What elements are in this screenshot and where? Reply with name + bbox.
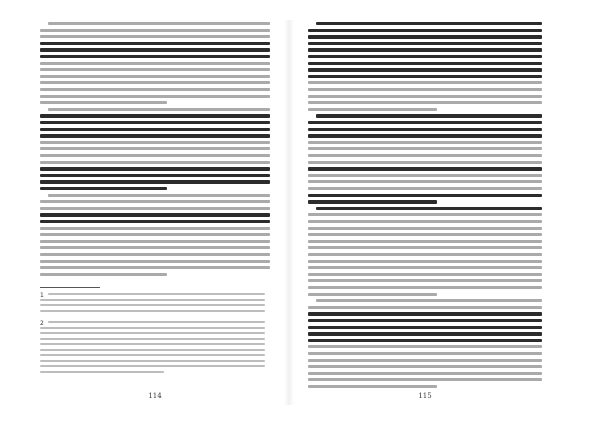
text-line xyxy=(308,319,542,322)
text-line xyxy=(308,352,542,355)
text-line xyxy=(308,81,542,84)
text-line xyxy=(308,220,542,223)
text-line xyxy=(308,42,542,45)
text-line xyxy=(40,48,270,51)
text-line xyxy=(40,246,270,249)
text-line xyxy=(308,385,437,388)
text-line xyxy=(308,266,542,269)
text-line xyxy=(40,253,270,256)
text-line xyxy=(308,29,542,32)
text-line xyxy=(40,62,270,65)
footnote-rule xyxy=(40,287,100,288)
text-line xyxy=(308,359,542,362)
text-line xyxy=(308,332,542,335)
text-line xyxy=(308,233,542,236)
footnote-line xyxy=(40,304,265,306)
text-line xyxy=(316,114,542,117)
text-line xyxy=(308,279,542,282)
text-line xyxy=(308,306,542,309)
footnote-line xyxy=(40,332,265,334)
footnote-marker: 2 xyxy=(40,320,44,327)
text-line xyxy=(40,29,270,32)
footnote-line xyxy=(40,354,265,356)
text-line xyxy=(40,42,270,45)
footnote-marker: 1 xyxy=(40,292,44,299)
footnote-line xyxy=(40,299,265,301)
text-line xyxy=(308,378,542,381)
text-line xyxy=(308,174,542,177)
text-line xyxy=(40,134,270,137)
text-line xyxy=(308,154,542,157)
footnote-line xyxy=(40,327,265,329)
text-line xyxy=(40,95,270,98)
text-line xyxy=(308,372,542,375)
text-line xyxy=(40,88,270,91)
text-line xyxy=(40,55,270,58)
text-line xyxy=(308,167,542,170)
text-line xyxy=(40,147,270,150)
text-line xyxy=(308,48,542,51)
footnote-line xyxy=(40,338,265,340)
text-line xyxy=(308,147,542,150)
text-line xyxy=(40,154,270,157)
text-line xyxy=(308,75,542,78)
text-line xyxy=(308,253,542,256)
footnote-line xyxy=(40,365,265,367)
text-line xyxy=(308,326,542,329)
footnote-line xyxy=(48,321,265,323)
page-number-left: 114 xyxy=(148,392,162,400)
text-line xyxy=(308,55,542,58)
text-line xyxy=(308,121,542,124)
left-page xyxy=(40,0,270,425)
text-line xyxy=(40,180,270,183)
text-line xyxy=(40,233,270,236)
text-line xyxy=(308,88,542,91)
text-line xyxy=(308,35,542,38)
text-line xyxy=(308,108,437,111)
text-line xyxy=(316,207,542,210)
text-line xyxy=(308,180,542,183)
text-line xyxy=(48,22,270,25)
page-number-right: 115 xyxy=(418,392,432,400)
text-line xyxy=(308,246,542,249)
footnote-line xyxy=(40,343,265,345)
text-line xyxy=(40,200,270,203)
text-line xyxy=(40,220,270,223)
text-line xyxy=(308,227,542,230)
text-line xyxy=(308,213,542,216)
text-line xyxy=(308,260,542,263)
text-line xyxy=(308,345,542,348)
text-line xyxy=(40,227,270,230)
text-line xyxy=(308,339,542,342)
text-line xyxy=(40,260,270,263)
text-line xyxy=(40,75,270,78)
text-line xyxy=(40,187,167,190)
footnote-line xyxy=(40,310,265,312)
text-line xyxy=(316,22,542,25)
text-line xyxy=(308,101,542,104)
gutter xyxy=(284,20,294,405)
text-line xyxy=(40,141,270,144)
footnote-line xyxy=(40,349,265,351)
text-line xyxy=(40,128,270,131)
text-line xyxy=(308,134,542,137)
text-line xyxy=(316,299,542,302)
footnote-line xyxy=(40,360,265,362)
text-line xyxy=(40,81,270,84)
text-line xyxy=(308,161,542,164)
text-line xyxy=(40,101,167,104)
text-line xyxy=(308,141,542,144)
text-line xyxy=(40,167,270,170)
text-line xyxy=(308,194,542,197)
text-line xyxy=(40,121,270,124)
text-line xyxy=(308,365,542,368)
text-line xyxy=(40,174,270,177)
text-line xyxy=(308,200,437,203)
text-line xyxy=(40,207,270,210)
text-line xyxy=(308,128,542,131)
text-line xyxy=(40,35,270,38)
footnote-line xyxy=(40,371,164,373)
right-page xyxy=(308,0,542,425)
text-line xyxy=(48,194,270,197)
text-line xyxy=(40,266,270,269)
text-line xyxy=(40,213,270,216)
text-line xyxy=(308,187,542,190)
text-line xyxy=(40,240,270,243)
text-line xyxy=(308,95,542,98)
text-line xyxy=(308,62,542,65)
text-line xyxy=(40,114,270,117)
text-line xyxy=(308,273,542,276)
text-line xyxy=(40,161,270,164)
text-line xyxy=(40,273,167,276)
text-line xyxy=(308,293,437,296)
text-line xyxy=(48,108,270,111)
text-line xyxy=(308,240,542,243)
footnote-line xyxy=(48,293,265,295)
text-line xyxy=(308,286,542,289)
text-line xyxy=(308,68,542,71)
text-line xyxy=(308,312,542,315)
text-line xyxy=(40,68,270,71)
